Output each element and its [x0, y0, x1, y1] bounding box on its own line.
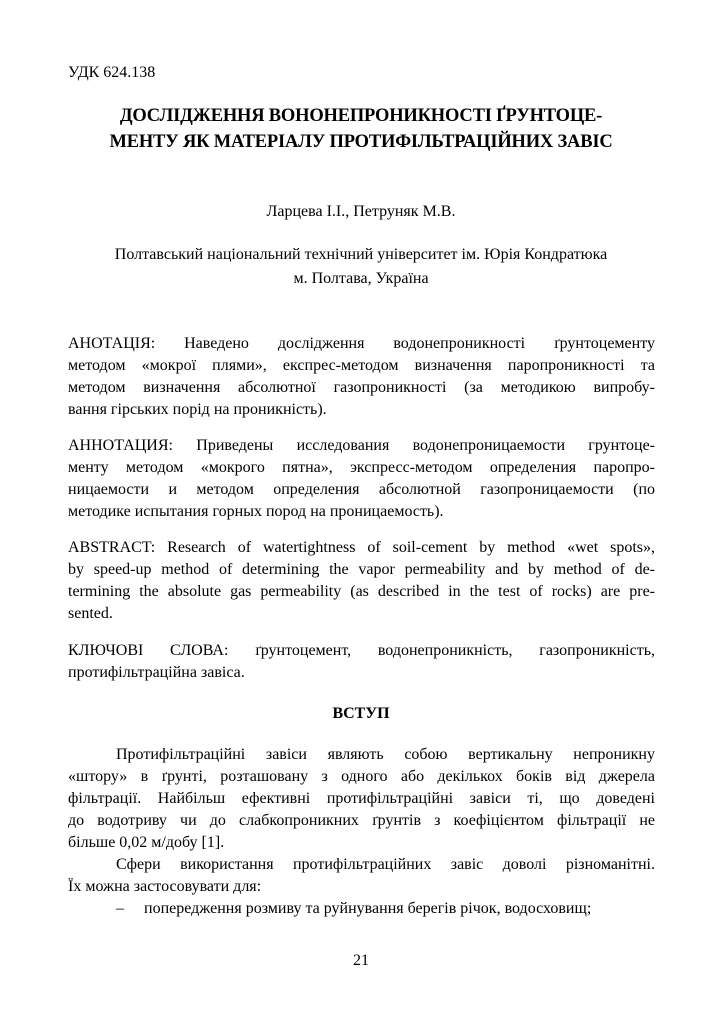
abstract-english	[68, 537, 655, 625]
authors: Ларцева І.І., Петруняк М.В.	[266, 203, 456, 220]
udc-code: УДК 624.138	[68, 64, 156, 81]
paper-title	[60, 103, 662, 155]
text-line: до водотриву чи до слабкопроникних ґрунтів з коефіцієнтом фільтрації не	[68, 812, 655, 829]
text-line: методом визначення абсолютної газопроникності (за методикою випробу-	[68, 379, 655, 396]
title-line: МЕНТУ ЯК МАТЕРІАЛУ ПРОТИФІЛЬТРАЦІЙНИХ ЗАВІС	[109, 132, 613, 152]
text-line: termining the absolute gas permeability (as described in the test of rocks) are pre-	[68, 583, 655, 600]
text-line: «штору» в ґрунті, розташовану з одного або декількох боків від джерела	[68, 768, 655, 785]
text-line: більше 0,02 м/добу [1].	[68, 834, 225, 851]
affiliation	[60, 243, 662, 291]
keywords	[68, 640, 655, 684]
list-item-text: попередження розмиву та руйнування берегів річок, водосховищ;	[144, 900, 592, 917]
affiliation-line: Полтавський національний технічний університет ім. Юрія Кондратюка	[114, 246, 608, 263]
text-line: АННОТАЦИЯ: Приведены исследования водонепроницаемости грунтоце-	[68, 437, 655, 454]
list-item	[68, 898, 655, 920]
text-line: КЛЮЧОВІ СЛОВА: ґрунтоцемент, водонепроникність, газопроникність,	[68, 642, 655, 659]
text-line: Протифільтраційні завіси являють собою вертикальну непроникну	[116, 746, 655, 763]
annotation-russian	[68, 435, 655, 523]
intro-body	[68, 744, 655, 920]
dash-marker: –	[116, 900, 124, 917]
text-line: методике испытания горных пород на проницаемость).	[68, 503, 444, 520]
text-line: методом «мокрої плями», експрес-методом визначення паропроникності та	[68, 357, 655, 374]
text-line: вання гірських порід на проникність).	[68, 401, 327, 418]
title-line: ДОСЛІДЖЕННЯ ВОНОНЕПРОНИКНОСТІ ҐРУНТОЦЕ-	[119, 106, 603, 126]
text-line: ABSTRACT: Research of watertightness of soil-cement by method «wet spots»,	[68, 539, 655, 556]
annotation-ukrainian	[68, 333, 655, 421]
text-line: менту методом «мокрого пятна», экспресс-методом определения паропро-	[68, 459, 655, 476]
text-line: протифільтраційна завіса.	[68, 664, 245, 681]
section-heading: ВСТУП	[332, 705, 390, 722]
text-line: ницаемости и методом определения абсолютной газопроницаемости (по	[68, 481, 655, 498]
text-line: Сфери використання протифільтраційних завіс доволі різноманітні.	[116, 856, 655, 873]
text-line: АНОТАЦІЯ: Наведено дослідження водонепроникності ґрунтоцементу	[68, 335, 655, 352]
text-line: Їх можна застосовувати для:	[68, 878, 262, 895]
text-line: by speed-up method of determining the vapor permeability and by method of de-	[68, 561, 655, 578]
page-number: 21	[353, 952, 369, 969]
affiliation-line: м. Полтава, Україна	[293, 270, 429, 287]
text-line: sented.	[68, 605, 113, 622]
text-line: фільтрації. Найбільш ефективні протифільтраційні завіси ті, що доведені	[68, 790, 655, 807]
